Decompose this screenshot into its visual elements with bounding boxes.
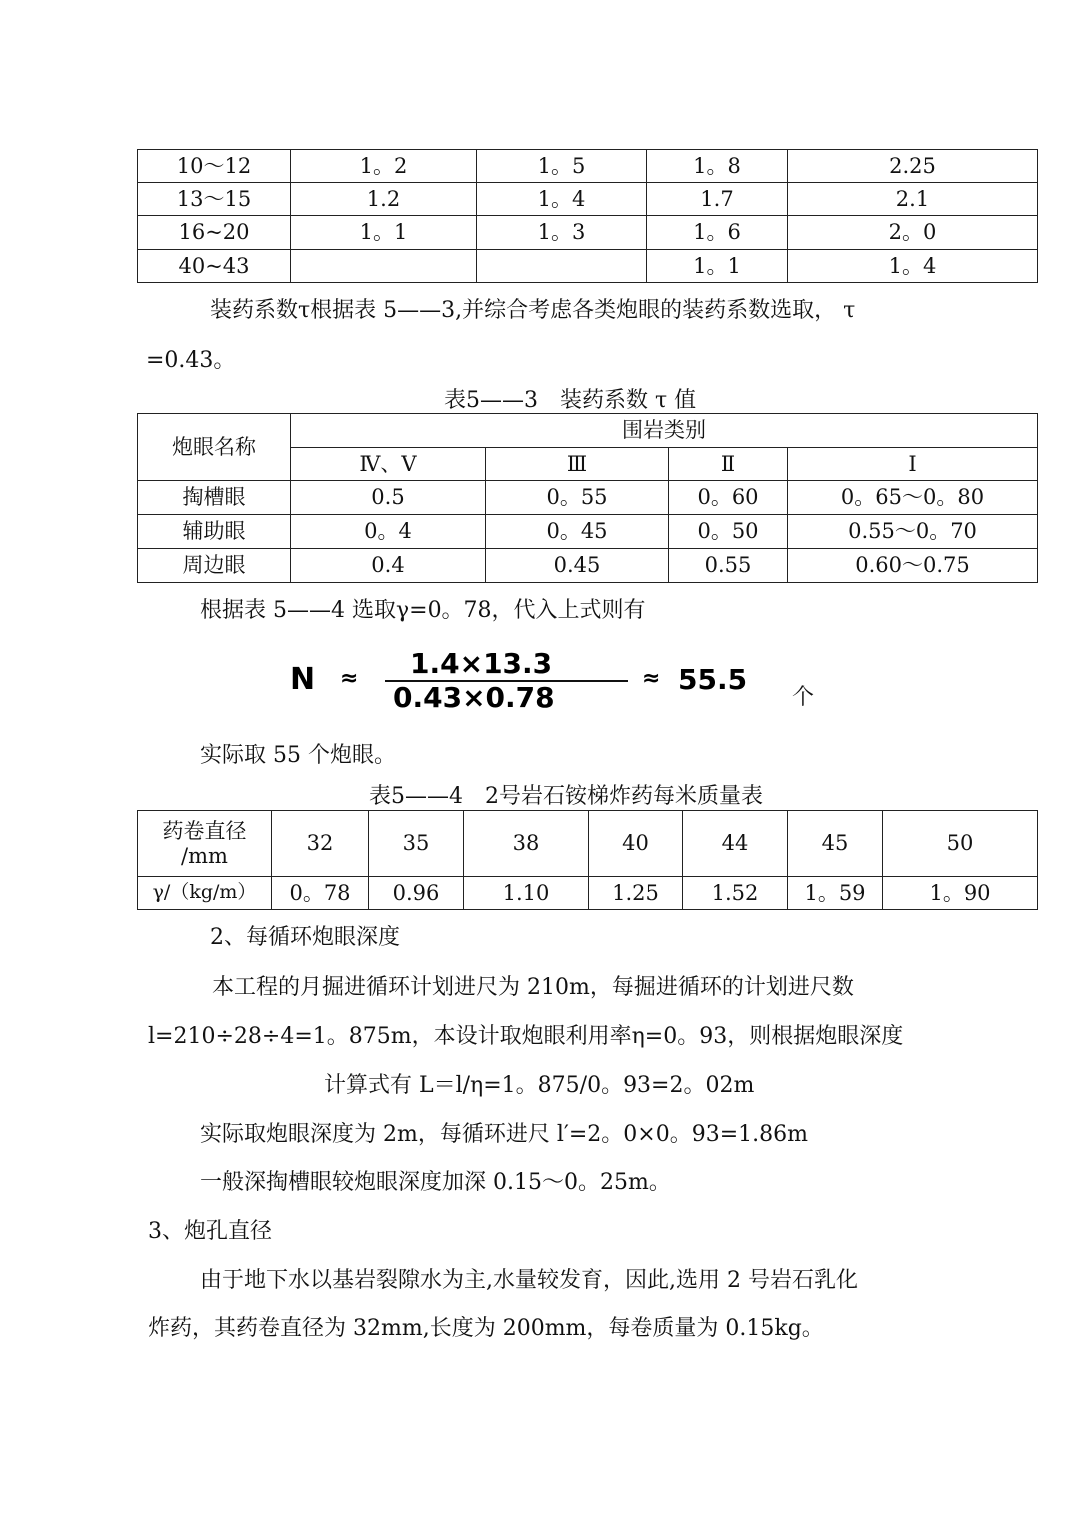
header-hole-name: 炮眼名称: [138, 414, 291, 481]
table-53-caption: 表5——3 装药系数 τ 值: [444, 388, 697, 413]
section-3-title: 3、炮孔直径: [148, 1219, 272, 1244]
table-cell: 2.1: [788, 183, 1038, 216]
formula-approx-2: ≈: [642, 666, 661, 691]
table-cell: 1。6: [647, 216, 788, 250]
diameter-cell: 44: [683, 811, 788, 877]
mass-cell: 0.96: [369, 877, 464, 910]
formula-numerator: 1.4×13.3: [410, 647, 553, 680]
subheader-cell: Ⅱ: [669, 448, 788, 481]
section-2-paragraph-2: l=210÷28÷4=1。875m，本设计取炮眼利用率η=0。93，则根据炮眼深度: [148, 1024, 904, 1049]
table-row: [138, 877, 1038, 910]
formula-approx-1: ≈: [340, 666, 359, 691]
table-cell: 1。1: [647, 250, 788, 283]
paragraph-tau-line1: 装药系数τ根据表 5——3,并综合考虑各类炮眼的装药系数选取， τ: [210, 298, 856, 323]
table-cell: 0.4: [291, 549, 486, 583]
table-cell: 10～12: [138, 150, 291, 183]
table-cell: 0。65～0。80: [788, 481, 1038, 515]
formula-lhs: N: [290, 662, 316, 697]
paragraph-gamma: 根据表 5——4 选取γ=0。78，代入上式则有: [200, 598, 646, 623]
table-cell: 13～15: [138, 183, 291, 216]
diameter-cell: 50: [883, 811, 1038, 877]
table-cell: 1。8: [647, 150, 788, 183]
table-header-row: [138, 414, 1038, 448]
section-3-paragraph-2: 炸药，其药卷直径为 32mm,长度为 200mm，每卷质量为 0.15kg。: [148, 1316, 824, 1341]
section-2-paragraph-1: 本工程的月掘进循环计划进尺为 210m，每掘进循环的计划进尺数: [212, 975, 854, 1000]
section-2-paragraph-3: 计算式有 L＝l/η=1。875/0。93=2。02m: [324, 1073, 755, 1098]
header-diameter: [138, 811, 272, 877]
table-cell: 辅助眼: [138, 515, 291, 549]
table-cell: 1。1: [291, 216, 477, 250]
section-2-title: 2、每循环炮眼深度: [210, 925, 400, 950]
table-53: [137, 413, 1038, 583]
table-54-caption: 表5——4 2号岩石铵梯炸药每米质量表: [369, 784, 763, 809]
header-diameter-line2: /mm: [181, 843, 228, 868]
table-row: [138, 183, 1038, 216]
diameter-cell: 40: [589, 811, 683, 877]
table-cell: 周边眼: [138, 549, 291, 583]
table-cell: 0.55～0。70: [788, 515, 1038, 549]
table-cell: [291, 250, 477, 283]
paragraph-actual: 实际取 55 个炮眼。: [200, 743, 396, 768]
formula-denominator: 0.43×0.78: [393, 681, 555, 714]
table-cell: 2.25: [788, 150, 1038, 183]
mass-cell: 1.52: [683, 877, 788, 910]
table-cell: 2。0: [788, 216, 1038, 250]
header-diameter-line1: 药卷直径: [162, 819, 247, 844]
table-cell: 掏槽眼: [138, 481, 291, 515]
table-header-row: [138, 811, 1038, 877]
table-row: [138, 250, 1038, 283]
row-label-gamma: γ/（kg/m）: [138, 877, 272, 910]
table-cell: 0。55: [486, 481, 669, 515]
table-row: [138, 150, 1038, 183]
table-54: [137, 810, 1038, 910]
formula-graphic: [290, 645, 830, 725]
table-cell: 1。2: [291, 150, 477, 183]
table-top: [137, 149, 1038, 283]
table-cell: 16~20: [138, 216, 291, 250]
diameter-cell: 35: [369, 811, 464, 877]
table-cell: 0.55: [669, 549, 788, 583]
table-row: [138, 515, 1038, 549]
diameter-cell: 45: [788, 811, 883, 877]
table-cell: 0.60～0.75: [788, 549, 1038, 583]
subheader-cell: Ⅲ: [486, 448, 669, 481]
table-cell: 0.5: [291, 481, 486, 515]
table-cell: 1。4: [788, 250, 1038, 283]
diameter-cell: 38: [464, 811, 589, 877]
mass-cell: 1。90: [883, 877, 1038, 910]
diameter-cell: 32: [272, 811, 369, 877]
section-2-paragraph-5: 一般深掏槽眼较炮眼深度加深 0.15～0。25m。: [200, 1170, 671, 1195]
table-row: [138, 481, 1038, 515]
table-cell: 0。45: [486, 515, 669, 549]
table-row: [138, 549, 1038, 583]
mass-cell: 1。59: [788, 877, 883, 910]
subheader-cell: Ⅳ、Ⅴ: [291, 448, 486, 481]
table-cell: 0。60: [669, 481, 788, 515]
table-cell: 40~43: [138, 250, 291, 283]
table-cell: 1.7: [647, 183, 788, 216]
formula-result: 55.5: [678, 663, 748, 696]
paragraph-tau-line2: =0.43。: [146, 348, 236, 373]
table-cell: 0。50: [669, 515, 788, 549]
table-cell: 1.2: [291, 183, 477, 216]
mass-cell: 0。78: [272, 877, 369, 910]
table-cell: [477, 250, 647, 283]
mass-cell: 1.10: [464, 877, 589, 910]
table-cell: 0.45: [486, 549, 669, 583]
formula-n: [290, 645, 830, 725]
header-rock-class: 围岩类别: [291, 414, 1038, 448]
section-3-paragraph-1: 由于地下水以基岩裂隙水为主,水量较发育，因此,选用 2 号岩石乳化: [200, 1268, 858, 1293]
table-cell: 1。5: [477, 150, 647, 183]
subheader-cell: Ⅰ: [788, 448, 1038, 481]
mass-cell: 1.25: [589, 877, 683, 910]
formula-unit: 个: [792, 685, 815, 710]
table-cell: 1。4: [477, 183, 647, 216]
section-2-paragraph-4: 实际取炮眼深度为 2m，每循环进尺 l′=2。0×0。93=1.86m: [200, 1122, 809, 1147]
table-row: [138, 216, 1038, 250]
table-cell: 1。3: [477, 216, 647, 250]
table-cell: 0。4: [291, 515, 486, 549]
